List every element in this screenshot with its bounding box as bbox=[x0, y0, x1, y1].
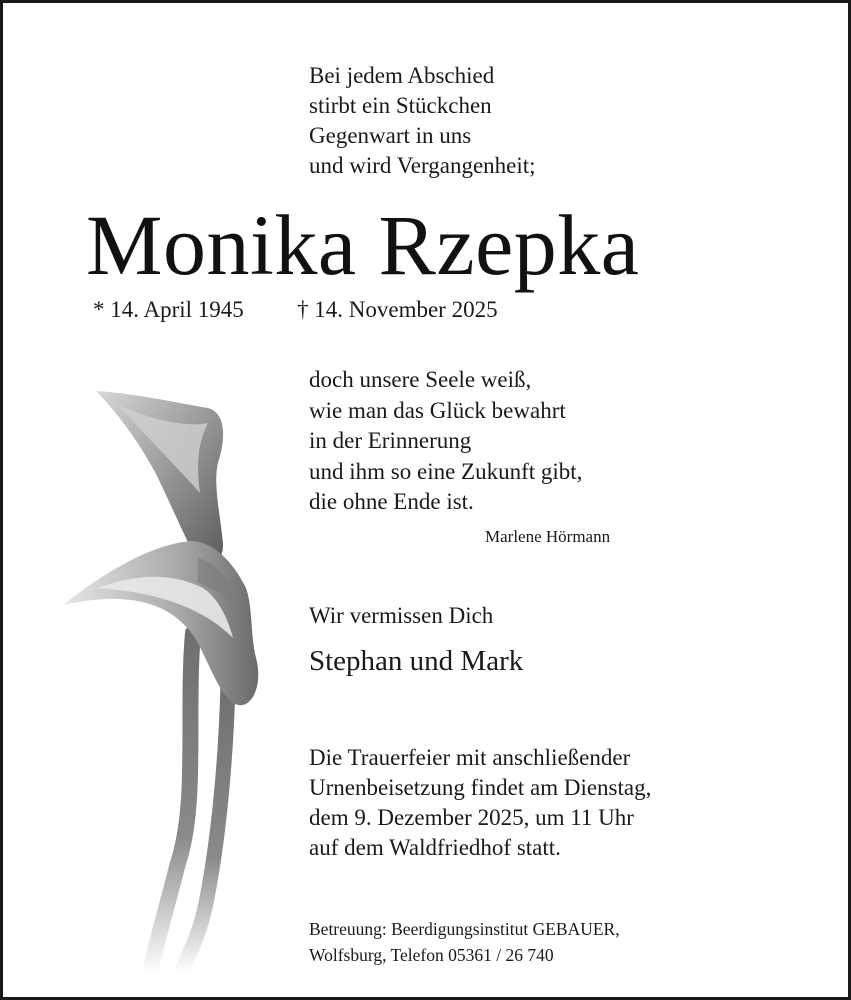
poem-line: in der Erinnerung bbox=[309, 428, 472, 453]
poem-author: Marlene Hörmann bbox=[485, 527, 611, 546]
poem-line: doch unsere Seele weiß, bbox=[309, 367, 532, 392]
mourners-intro: Wir vermissen Dich bbox=[309, 603, 494, 628]
service-line: Urnenbeisetzung findet am Dienstag, bbox=[309, 775, 652, 800]
poem-line: die ohne Ende ist. bbox=[309, 489, 474, 514]
opening-poem bbox=[309, 61, 536, 181]
care-line: Betreuung: Beerdigungsinstitut GEBAUER, bbox=[309, 919, 620, 939]
death-date: † 14. November 2025 bbox=[297, 297, 498, 322]
closing-poem bbox=[309, 365, 582, 518]
poem-line: wie man das Glück bewahrt bbox=[309, 397, 566, 423]
service-line: dem 9. Dezember 2025, um 11 Uhr bbox=[309, 805, 634, 830]
care-line: Wolfsburg, Telefon 05361 / 26 740 bbox=[309, 945, 554, 965]
poem-line: und wird Vergangenheit; bbox=[309, 153, 536, 178]
calla-lily-illustration bbox=[58, 383, 288, 973]
service-line: Die Trauerfeier mit anschließender bbox=[309, 745, 631, 770]
poem-line: Gegenwart in uns bbox=[309, 123, 472, 148]
funeral-home-info bbox=[309, 916, 620, 968]
deceased-name: Monika Rzepka bbox=[86, 197, 640, 293]
mourners-names: Stephan und Mark bbox=[309, 645, 524, 677]
poem-line: Bei jedem Abschied bbox=[309, 63, 495, 88]
birth-date: * 14. April 1945 bbox=[93, 297, 244, 322]
funeral-service-notice bbox=[309, 743, 651, 863]
service-line: auf dem Waldfriedhof statt. bbox=[309, 835, 561, 860]
poem-line: und ihm so eine Zukunft gibt, bbox=[309, 458, 583, 484]
poem-line: stirbt ein Stückchen bbox=[309, 93, 492, 118]
